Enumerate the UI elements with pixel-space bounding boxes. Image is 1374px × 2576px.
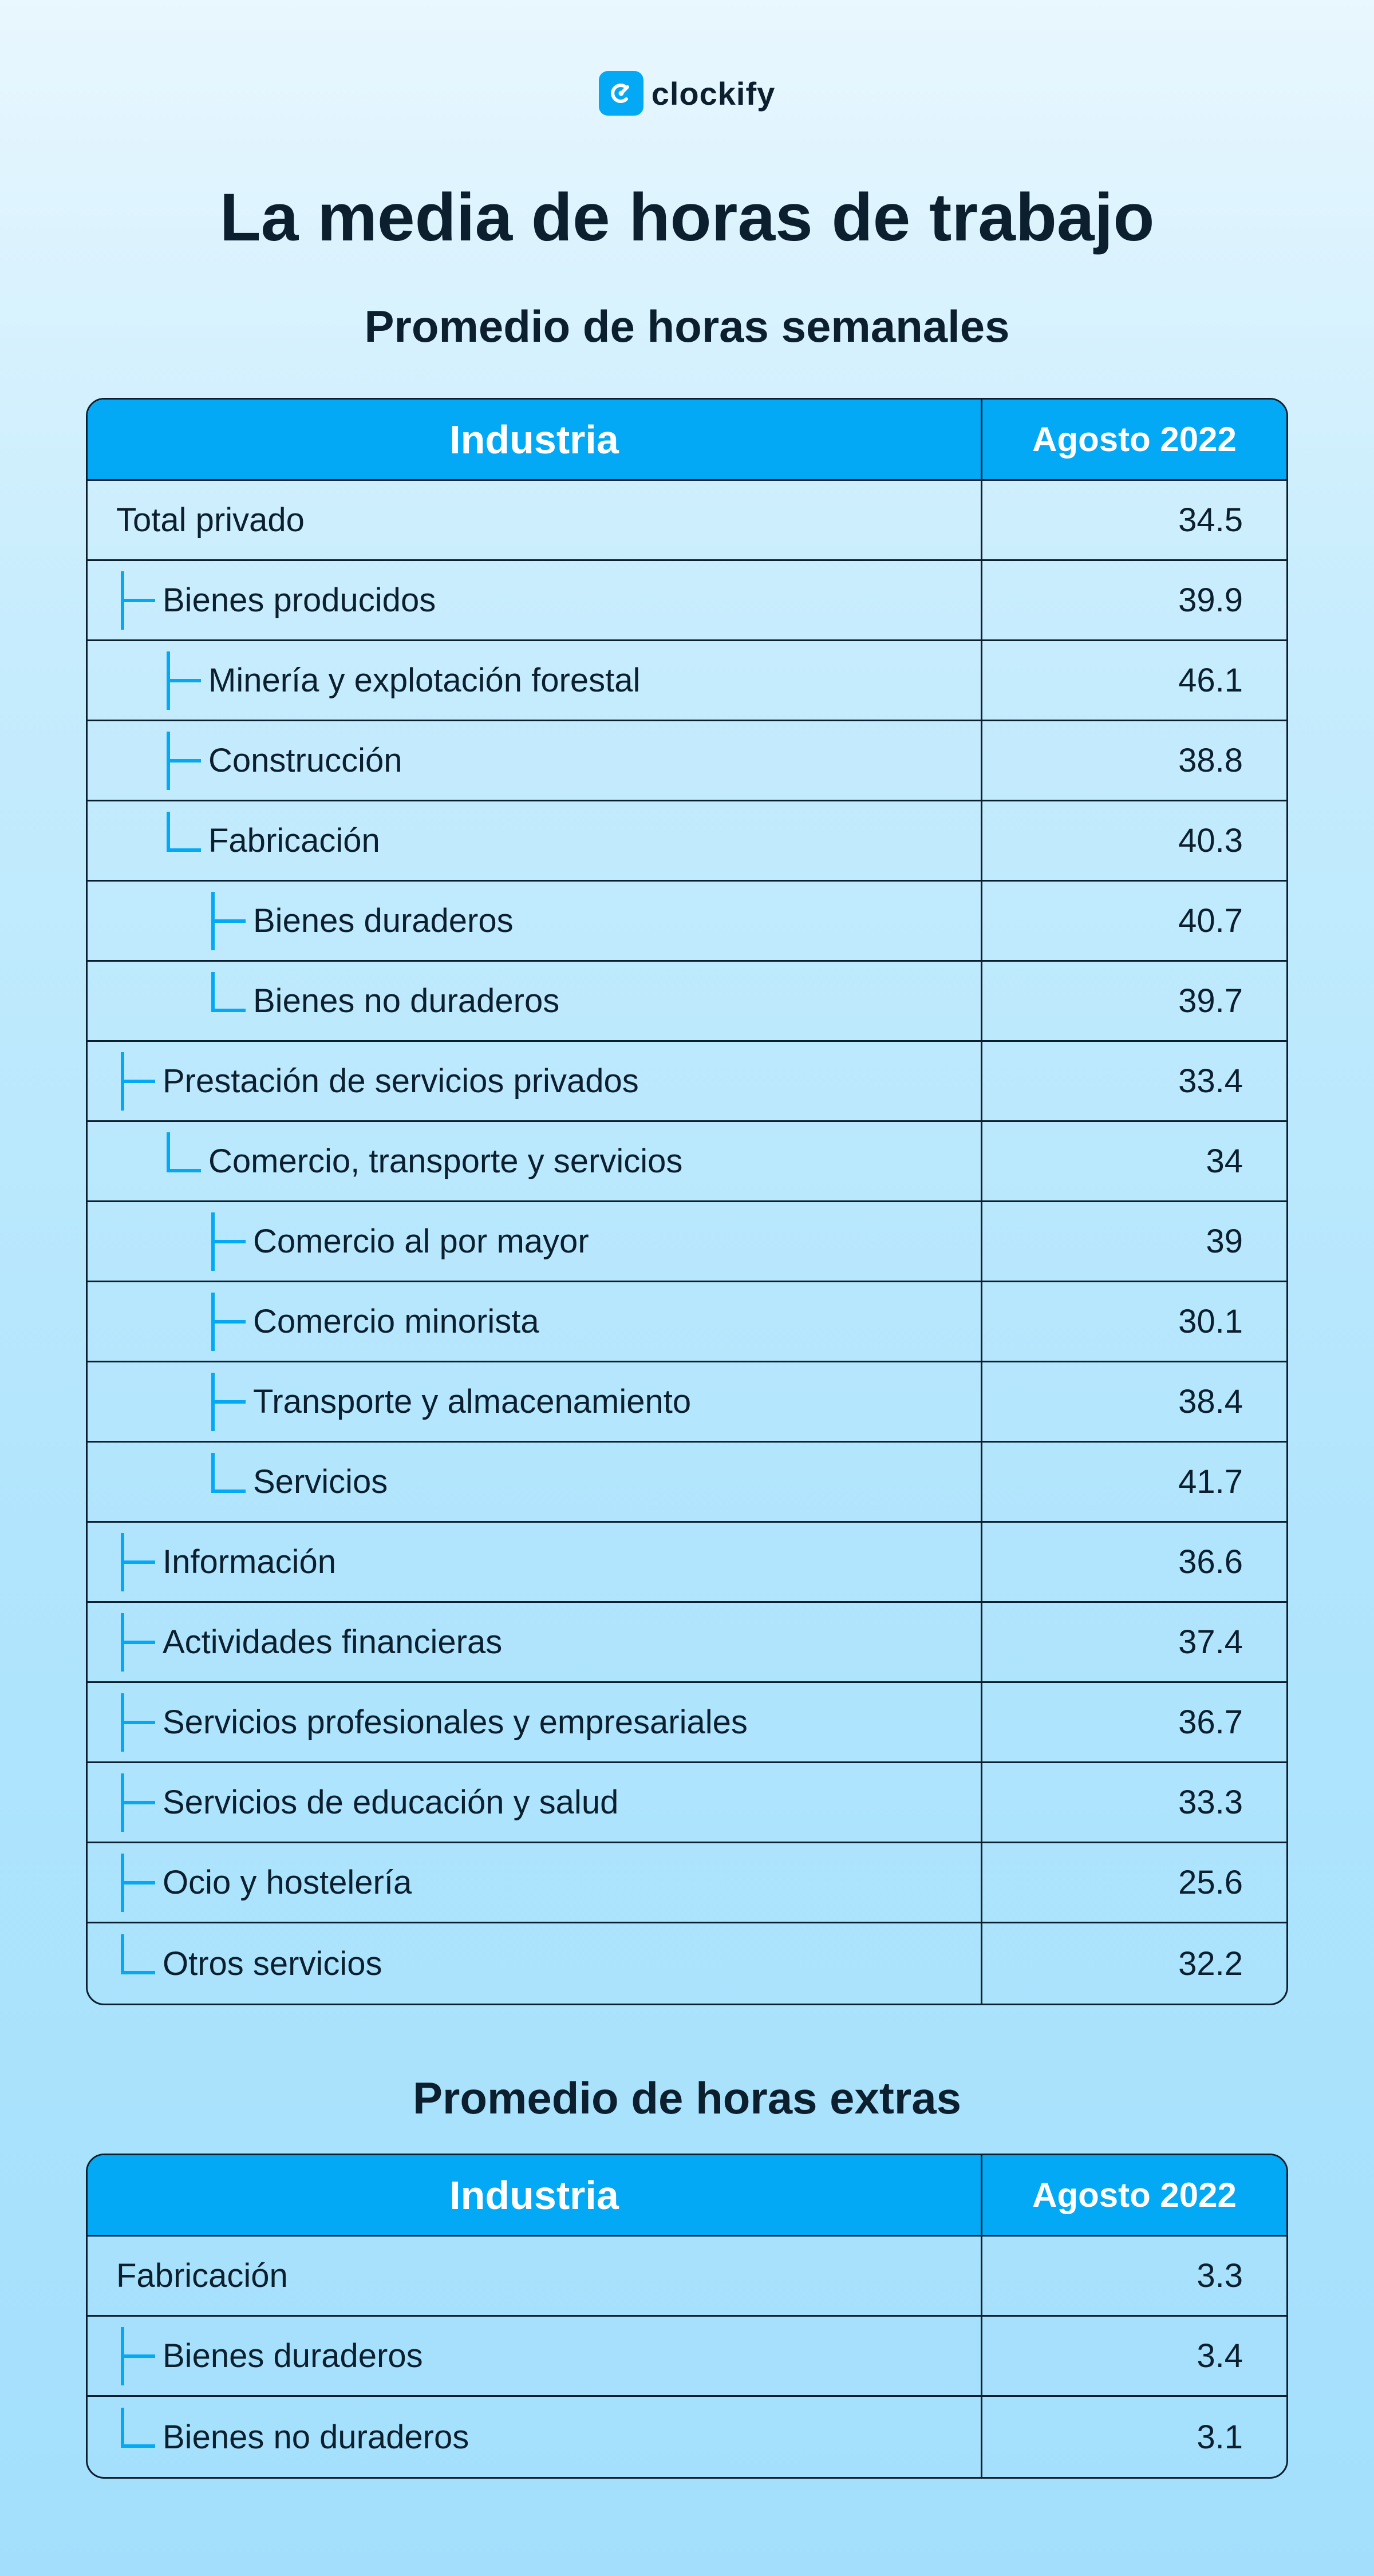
page-title: La media de horas de trabajo [219,180,1155,255]
table-row [88,2237,1286,2317]
hours-value: 3.1 [1197,2418,1243,2456]
tree-branch-icon [119,1041,159,1121]
industry-cell [88,481,982,559]
industry-cell [88,721,982,800]
brand-name: clockify [651,75,776,112]
industry-cell [88,1923,982,2004]
tree-branch-icon [119,1522,159,1602]
industry-cell [88,1202,982,1281]
brand-logo [0,71,1374,116]
period-column-header: Agosto 2022 [1032,420,1237,459]
table-row [88,1362,1286,1443]
industry-label: Otros servicios [163,1945,382,1982]
tree-branch-icon [119,1682,159,1763]
table-row [88,801,1286,882]
hours-value: 38.8 [1178,742,1243,779]
industry-cell [88,1042,982,1120]
industry-cell [88,1603,982,1681]
hours-value: 36.6 [1178,1543,1243,1581]
table-row [88,1683,1286,1763]
tree-branch-icon [119,1602,159,1682]
table-row [88,1843,1286,1923]
period-column-header: Agosto 2022 [1032,2176,1237,2214]
industry-label: Servicios de educación y salud [163,1784,619,1821]
hours-value: 46.1 [1178,662,1243,699]
tree-branch-icon [119,1843,159,1923]
tree-branch-icon [210,1282,250,1362]
industry-label: Minería y explotación forestal [208,662,641,699]
hours-value: 37.4 [1178,1623,1243,1661]
tree-branch-icon [210,1362,250,1442]
tree-branch-icon [210,881,250,961]
industry-cell [88,1523,982,1601]
table-row [88,1202,1286,1282]
overtime-hours-title: Promedio de horas extras [412,2073,961,2123]
industry-label: Servicios profesionales y empresariales [163,1704,748,1741]
industry-label: Comercio, transporte y servicios [208,1143,683,1180]
table-row [88,1923,1286,2004]
tree-corner-icon [165,801,205,881]
tree-corner-icon [119,1923,159,2004]
overtime-hours-table [86,2154,1288,2479]
tree-branch-icon [119,560,159,641]
industry-label: Ocio y hostelería [163,1864,412,1901]
tree-branch-icon [119,2316,159,2396]
table-row [88,2317,1286,2397]
hours-value: 3.3 [1197,2257,1243,2294]
table-header [88,2155,1286,2237]
weekly-hours-table [86,398,1288,2005]
hours-value: 32.2 [1178,1945,1243,1982]
industry-cell [88,882,982,960]
industry-cell [88,801,982,880]
industry-cell [88,561,982,639]
table-row [88,1122,1286,1202]
industry-label: Prestación de servicios privados [163,1062,639,1100]
table-row [88,641,1286,721]
table-row [88,721,1286,801]
table-row [88,1523,1286,1603]
industry-label: Bienes no duraderos [253,982,560,1020]
hours-value: 38.4 [1178,1383,1243,1420]
hours-value: 39.9 [1178,582,1243,619]
hours-value: 36.7 [1178,1704,1243,1741]
weekly-hours-title: Promedio de horas semanales [364,301,1010,351]
table-header [88,400,1286,481]
table-row [88,1443,1286,1523]
hours-value: 40.7 [1178,902,1243,939]
hours-value: 34.5 [1178,501,1243,539]
industry-label: Bienes producidos [163,582,436,619]
clockify-logo-icon [599,71,643,116]
industry-cell [88,1763,982,1842]
hours-value: 3.4 [1197,2337,1243,2374]
industry-column-header: Industria [88,2155,982,2235]
tree-corner-icon [119,2397,159,2477]
table-row [88,2397,1286,2477]
tree-branch-icon [165,641,205,721]
industry-label: Transporte y almacenamiento [253,1383,692,1420]
tree-branch-icon [210,1202,250,1282]
industry-label: Bienes duraderos [163,2337,423,2374]
industry-cell [88,2237,982,2315]
tree-branch-icon [165,721,205,801]
hours-value: 40.3 [1178,822,1243,859]
industry-cell [88,1282,982,1361]
table-row [88,882,1286,962]
hours-value: 34 [1206,1143,1243,1180]
hours-value: 39 [1206,1223,1243,1260]
hours-value: 41.7 [1178,1463,1243,1500]
industry-label: Bienes no duraderos [163,2418,469,2456]
industry-label: Información [163,1543,337,1581]
industry-column-header: Industria [88,400,982,479]
industry-label: Actividades financieras [163,1623,503,1661]
hours-value: 39.7 [1178,982,1243,1020]
table-row [88,962,1286,1042]
industry-label: Fabricación [208,822,380,859]
industry-label: Total privado [116,501,305,539]
industry-label: Servicios [253,1463,388,1500]
tree-corner-icon [210,1442,250,1522]
table-row [88,1042,1286,1122]
table-body [88,481,1286,2004]
hours-value: 30.1 [1178,1303,1243,1340]
table-row [88,1763,1286,1843]
table-body [88,2237,1286,2477]
industry-cell [88,1122,982,1200]
industry-label: Bienes duraderos [253,902,514,939]
industry-cell [88,641,982,720]
tree-corner-icon [210,961,250,1041]
table-row [88,1282,1286,1362]
industry-label: Comercio al por mayor [253,1223,589,1260]
industry-cell [88,1362,982,1441]
hours-value: 33.4 [1178,1062,1243,1100]
table-row [88,481,1286,561]
industry-cell [88,1683,982,1761]
industry-label: Comercio minorista [253,1303,539,1340]
hours-value: 33.3 [1178,1784,1243,1821]
industry-label: Fabricación [116,2257,288,2294]
table-row [88,1603,1286,1683]
industry-cell [88,1443,982,1521]
hours-value: 25.6 [1178,1864,1243,1901]
tree-corner-icon [165,1121,205,1202]
industry-cell [88,2397,982,2477]
tree-branch-icon [119,1763,159,1843]
industry-cell [88,962,982,1040]
industry-cell [88,2317,982,2395]
industry-label: Construcción [208,742,402,779]
table-row [88,561,1286,641]
industry-cell [88,1843,982,1922]
